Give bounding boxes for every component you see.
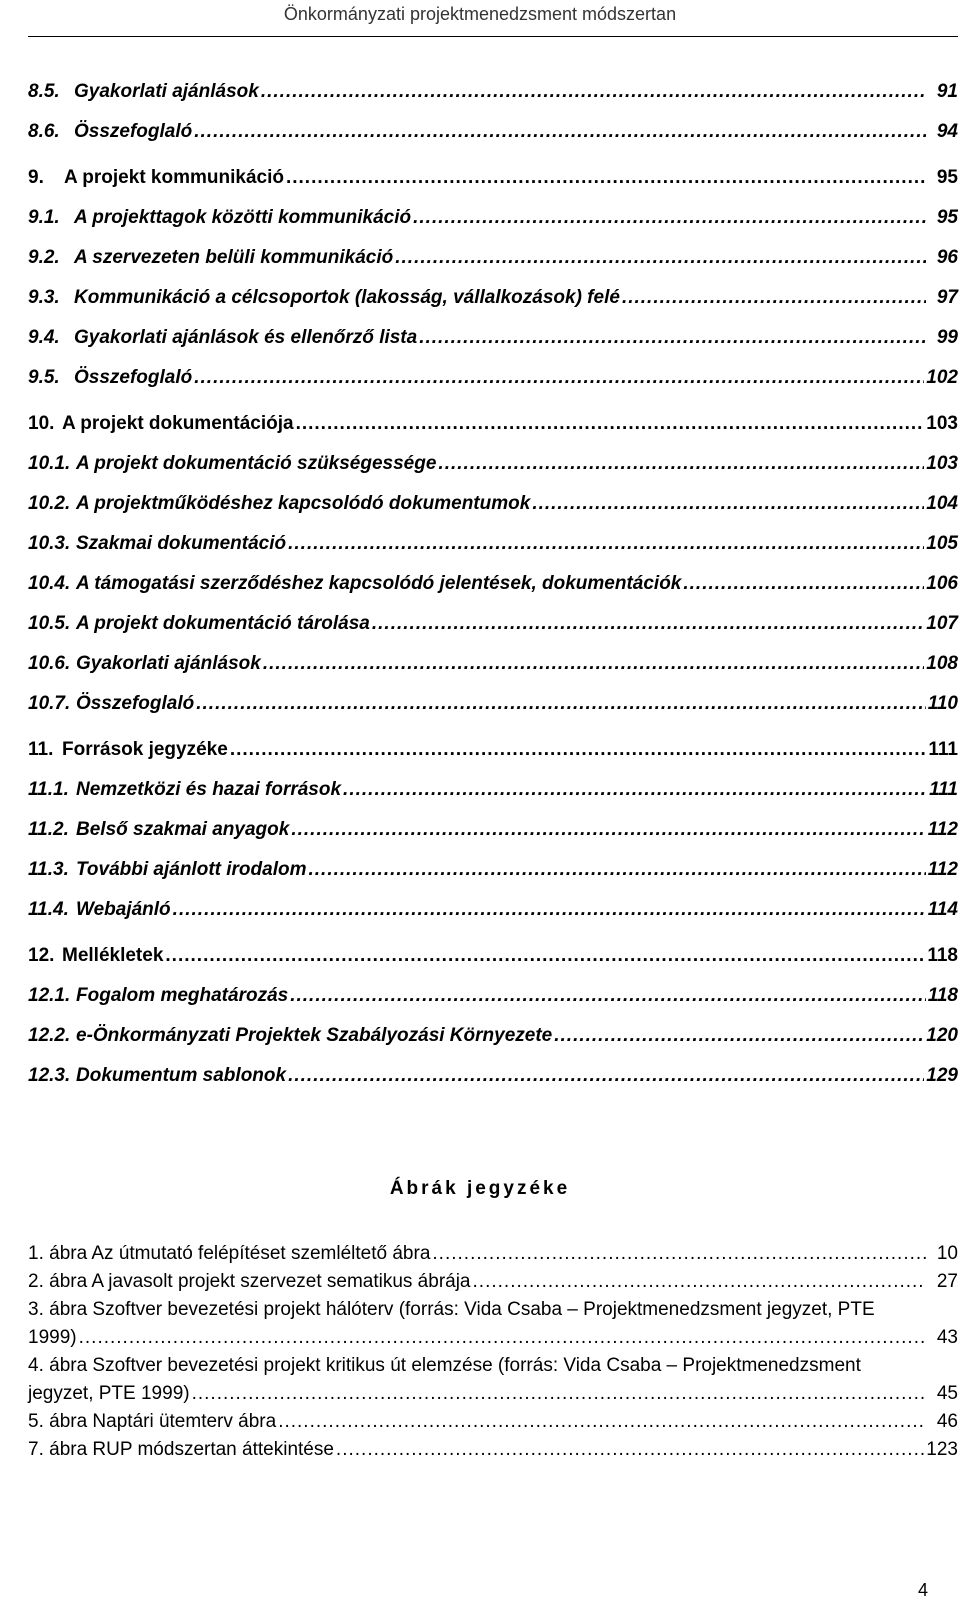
- toc-entry-number: 9.1.: [28, 207, 60, 228]
- toc-entry-title: e-Önkormányzati Projektek Szabályozási Környezete: [76, 1025, 553, 1046]
- toc-entry-title: Kommunikáció a célcsoportok (lakosság, vállalkozások) felé: [74, 287, 620, 308]
- figure-entry-page: 46: [936, 1411, 958, 1432]
- figure-entry-title: 3. ábra Szoftver bevezetési projekt hálóterv (forrás: Vida Csaba – Projektmenedzsment jegyzet, PTE: [28, 1299, 875, 1320]
- toc-entry-title: Mellékletek: [62, 945, 164, 966]
- toc-entry-page: 97: [936, 287, 958, 308]
- figure-entry[interactable]: [28, 1436, 958, 1464]
- toc-entry-title: A projekt dokumentáció tárolása: [76, 613, 370, 634]
- toc-entry-page: 108: [926, 653, 958, 674]
- figure-entry-title: 2. ábra A javasolt projekt szervezet sematikus ábrája: [28, 1271, 471, 1292]
- dot-leader: [194, 112, 926, 152]
- toc-entry[interactable]: [28, 604, 958, 644]
- toc-entry[interactable]: [28, 810, 958, 850]
- figure-entry-title-cont: 1999): [28, 1327, 77, 1348]
- figure-entry[interactable]: [28, 1240, 958, 1268]
- toc-entry-page: 105: [926, 533, 958, 554]
- toc-entry-title: Gyakorlati ajánlások: [76, 653, 261, 674]
- toc-entry-title: A projekttagok közötti kommunikáció: [74, 207, 412, 228]
- toc-entry-title: Belső szakmai anyagok: [76, 819, 290, 840]
- toc-entry[interactable]: [28, 444, 958, 484]
- toc-entry-number: 10.1.: [28, 453, 71, 474]
- dot-leader: [288, 1056, 924, 1096]
- toc-entry-title: Összefoglaló: [74, 121, 193, 142]
- toc-entry[interactable]: [28, 158, 958, 198]
- dot-leader: [290, 976, 925, 1016]
- toc-entry-page: 106: [926, 573, 958, 594]
- toc-entry-title: Gyakorlati ajánlások és ellenőrző lista: [74, 327, 418, 348]
- toc-entry-number: 10.: [28, 413, 55, 434]
- figure-entry[interactable]: [28, 1296, 958, 1352]
- toc-entry[interactable]: [28, 770, 958, 810]
- dot-leader: [194, 358, 924, 398]
- toc-entry[interactable]: [28, 238, 958, 278]
- list-of-figures: [28, 1240, 958, 1464]
- dot-leader: [554, 1016, 924, 1056]
- toc-entry-number: 10.3.: [28, 533, 71, 554]
- toc-entry-title: Összefoglaló: [74, 367, 193, 388]
- toc-entry-page: 107: [926, 613, 958, 634]
- dot-leader: [473, 1268, 926, 1296]
- dot-leader: [532, 484, 924, 524]
- toc-entry-number: 10.4.: [28, 573, 71, 594]
- toc-entry-number: 9.5.: [28, 367, 60, 388]
- figure-entry-page: 45: [936, 1383, 958, 1404]
- dot-leader: [395, 238, 926, 278]
- dot-leader: [192, 1380, 926, 1408]
- toc-entry-number: 12.1.: [28, 985, 71, 1006]
- toc-entry-number: 11.4.: [28, 899, 69, 920]
- toc-entry[interactable]: [28, 850, 958, 890]
- dot-leader: [296, 404, 925, 444]
- toc-entry-number: 8.5.: [28, 81, 60, 102]
- figure-entry-page: 27: [936, 1271, 958, 1292]
- toc-entry[interactable]: [28, 72, 958, 112]
- toc-entry[interactable]: [28, 404, 958, 444]
- figure-entry[interactable]: [28, 1352, 958, 1408]
- dot-leader: [432, 1240, 926, 1268]
- toc-entry-number: 9.4.: [28, 327, 60, 348]
- dot-leader: [288, 524, 924, 564]
- page-number: 4: [917, 1580, 928, 1600]
- figure-entry-title: 7. ábra RUP módszertan áttekintése: [28, 1439, 334, 1460]
- figure-entry[interactable]: [28, 1408, 958, 1436]
- dot-leader: [173, 890, 926, 930]
- dot-leader: [278, 1408, 926, 1436]
- toc-entry-title: Források jegyzéke: [62, 739, 228, 760]
- toc-entry-number: 12.: [28, 945, 55, 966]
- dot-leader: [261, 72, 926, 112]
- dot-leader: [683, 564, 924, 604]
- toc-entry-number: 9.3.: [28, 287, 60, 308]
- dot-leader: [196, 684, 925, 724]
- toc-entry-page: 95: [936, 167, 958, 188]
- dot-leader: [438, 444, 924, 484]
- dot-leader: [263, 644, 924, 684]
- toc-entry-page: 110: [927, 693, 958, 714]
- toc-entry-page: 95: [936, 207, 958, 228]
- figure-entry-title: 4. ábra Szoftver bevezetési projekt kritikus út elemzése (forrás: Vida Csaba – Projektmenedzsment: [28, 1355, 861, 1376]
- toc-entry[interactable]: [28, 936, 958, 976]
- dot-leader: [413, 198, 926, 238]
- toc-entry-number: 11.2.: [28, 819, 69, 840]
- toc-entry[interactable]: [28, 278, 958, 318]
- toc-entry[interactable]: [28, 112, 958, 152]
- toc-entry-title: Gyakorlati ajánlások: [74, 81, 259, 102]
- toc-entry-number: 11.: [28, 739, 54, 760]
- toc-entry-page: 112: [927, 819, 958, 840]
- figure-entry-title: 5. ábra Naptári ütemterv ábra: [28, 1411, 277, 1432]
- toc-entry-page: 112: [927, 859, 958, 880]
- toc-entry-page: 96: [936, 247, 958, 268]
- toc-entry-title: Fogalom meghatározás: [76, 985, 289, 1006]
- toc-entry-title: Nemzetközi és hazai források: [76, 779, 342, 800]
- toc-entry-page: 102: [926, 367, 958, 388]
- toc-entry-page: 104: [926, 493, 958, 514]
- table-of-contents: [28, 72, 958, 1096]
- toc-entry-title: A projekt dokumentációja: [62, 413, 294, 434]
- toc-entry[interactable]: [28, 564, 958, 604]
- dot-leader: [165, 936, 925, 976]
- dot-leader: [230, 730, 926, 770]
- figure-entry-title: 1. ábra Az útmutató felépítéset szemléltető ábra: [28, 1243, 431, 1264]
- toc-entry-page: 94: [936, 121, 958, 142]
- toc-entry-number: 12.2.: [28, 1025, 71, 1046]
- toc-entry-page: 114: [927, 899, 958, 920]
- toc-entry-title: A szervezeten belüli kommunikáció: [74, 247, 394, 268]
- toc-entry-number: 9.2.: [28, 247, 60, 268]
- figure-entry-title-cont: jegyzet, PTE 1999): [28, 1383, 190, 1404]
- dot-leader: [343, 770, 926, 810]
- toc-entry-title: Webajánló: [76, 899, 171, 920]
- toc-entry-title: Összefoglaló: [76, 693, 195, 714]
- toc-entry-number: 9.: [28, 167, 44, 188]
- dot-leader: [622, 278, 926, 318]
- toc-entry-title: A támogatási szerződéshez kapcsolódó jelentések, dokumentációk: [76, 573, 682, 594]
- dot-leader: [79, 1324, 926, 1352]
- toc-entry-number: 8.6.: [28, 121, 60, 142]
- toc-entry-page: 120: [926, 1025, 958, 1046]
- toc-entry-number: 10.2.: [28, 493, 71, 514]
- toc-entry[interactable]: [28, 644, 958, 684]
- toc-entry[interactable]: [28, 318, 958, 358]
- figure-entry[interactable]: [28, 1268, 958, 1296]
- toc-entry-page: 111: [928, 739, 958, 760]
- toc-entry-title: Dokumentum sablonok: [76, 1065, 287, 1086]
- toc-entry-page: 111: [929, 779, 958, 800]
- toc-entry-page: 118: [927, 945, 958, 966]
- toc-entry-page: 103: [926, 453, 958, 474]
- toc-entry[interactable]: [28, 1016, 958, 1056]
- toc-entry-page: 129: [926, 1065, 958, 1086]
- toc-entry[interactable]: [28, 198, 958, 238]
- toc-entry-page: 99: [936, 327, 958, 348]
- toc-entry[interactable]: [28, 358, 958, 398]
- toc-entry-title: Szakmai dokumentáció: [76, 533, 287, 554]
- toc-entry-page: 103: [926, 413, 958, 434]
- toc-entry-number: 10.5.: [28, 613, 71, 634]
- toc-entry[interactable]: [28, 976, 958, 1016]
- toc-entry-title: További ajánlott irodalom: [76, 859, 307, 880]
- figures-title: Ábrák jegyzéke: [389, 1178, 571, 1199]
- toc-entry[interactable]: [28, 890, 958, 930]
- toc-entry-title: A projekt dokumentáció szükségessége: [76, 453, 437, 474]
- toc-entry-number: 11.1.: [28, 779, 69, 800]
- toc-entry[interactable]: [28, 684, 958, 724]
- toc-entry-number: 10.7.: [28, 693, 71, 714]
- dot-leader: [419, 318, 926, 358]
- dot-leader: [291, 810, 925, 850]
- toc-entry-title: A projekt kommunikáció: [64, 167, 284, 188]
- running-header: Önkormányzati projektmenedzsment módszertan: [283, 4, 677, 24]
- toc-entry[interactable]: [28, 524, 958, 564]
- dot-leader: [286, 158, 926, 198]
- toc-entry-number: 10.6.: [28, 653, 71, 674]
- figure-entry-page: 10: [936, 1243, 958, 1264]
- toc-entry-number: 11.3.: [28, 859, 69, 880]
- toc-entry[interactable]: [28, 730, 958, 770]
- toc-entry-number: 12.3.: [28, 1065, 71, 1086]
- toc-entry-title: A projektműködéshez kapcsolódó dokumentumok: [76, 493, 531, 514]
- dot-leader: [308, 850, 925, 890]
- toc-entry[interactable]: [28, 1056, 958, 1096]
- figure-entry-page: 123: [926, 1439, 958, 1460]
- toc-entry-page: 118: [927, 985, 958, 1006]
- dot-leader: [372, 604, 924, 644]
- dot-leader: [336, 1436, 924, 1464]
- toc-entry[interactable]: [28, 484, 958, 524]
- header-rule: [28, 36, 958, 37]
- toc-entry-page: 91: [936, 81, 958, 102]
- figure-entry-page: 43: [936, 1327, 958, 1348]
